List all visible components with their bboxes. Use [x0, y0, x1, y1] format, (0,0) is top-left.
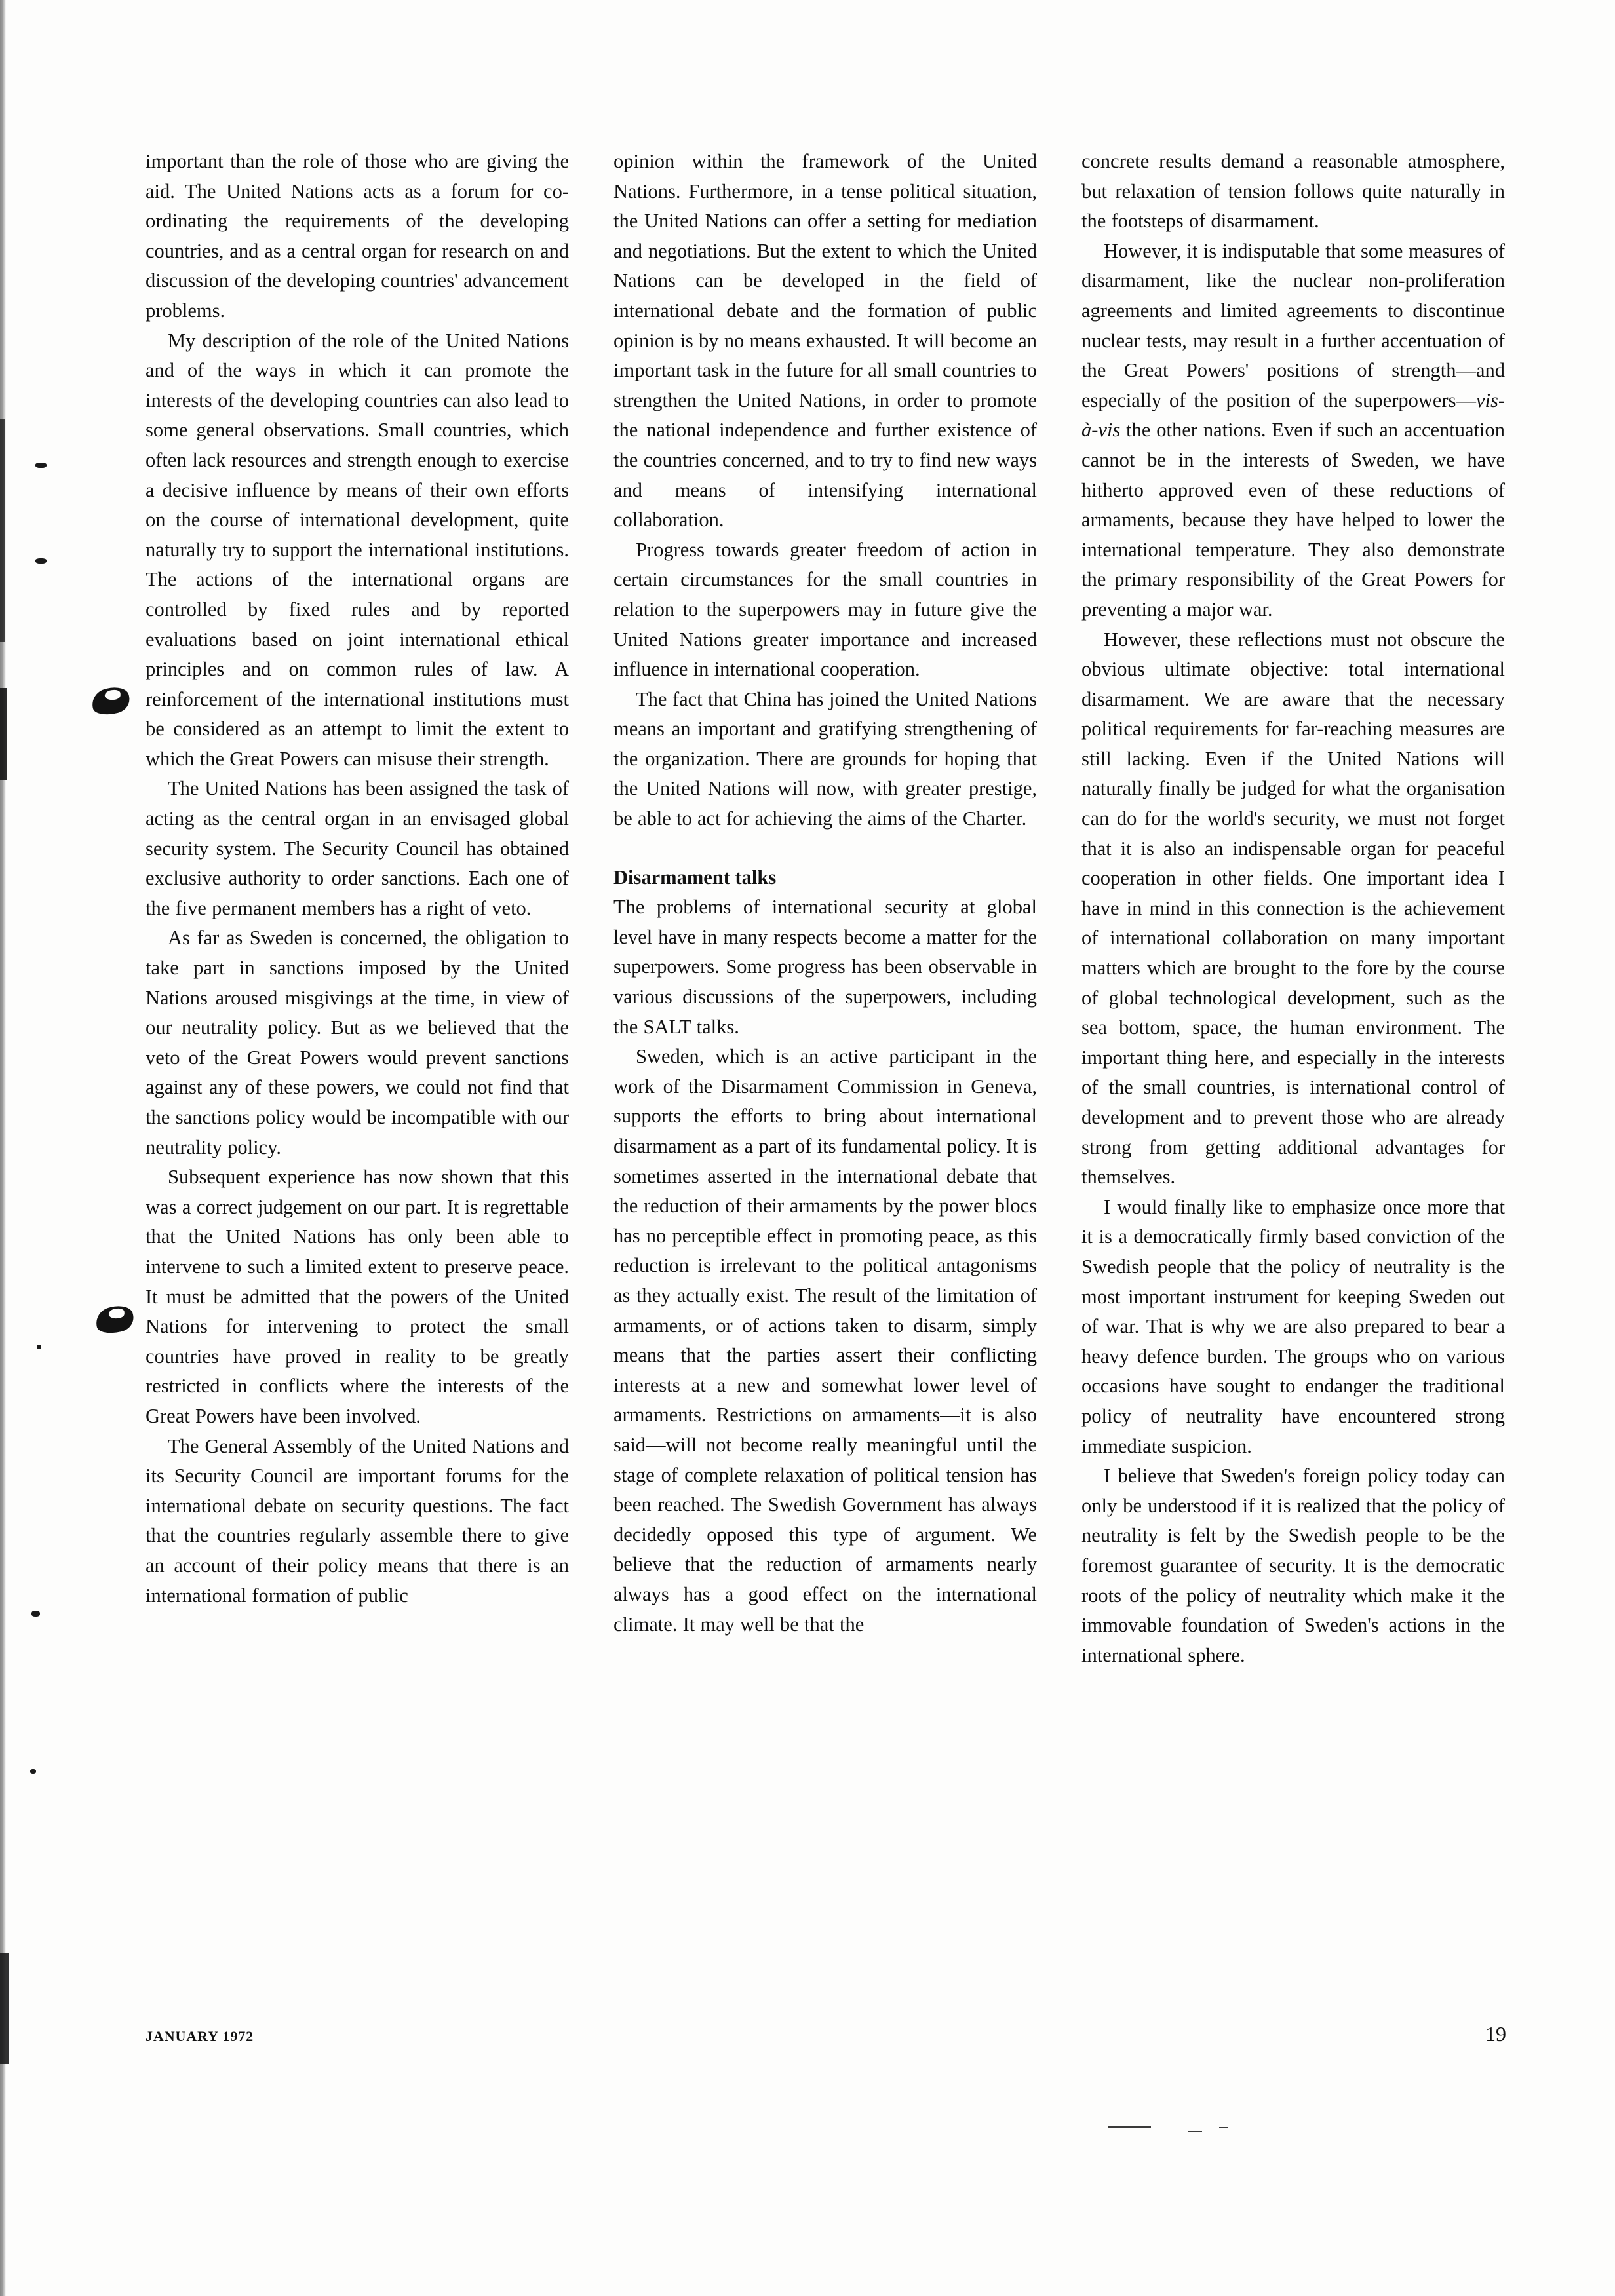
text-column-2 [613, 147, 1037, 1670]
paragraph: However, these reflections must not obscure the obvious ultimate objective: total international disarmament. We are aware that the necessary political requirements for far-reaching measures are still lacking. Even if the United Nations will naturally finally be judged for what the organisation can do for the world's security, we must not forget that it is also an indispensable organ for peaceful cooperation in other fields. One important idea I have in mind in this connection is the achievement of international collaboration on many important matters which are brought to the fore by the course of global technological development, such as the sea bottom, space, the human environment. The important thing here, and especially in the interests of the small countries, is international control of development and to prevent those who are already strong from getting additional advantages for themselves. [1081, 628, 1505, 1189]
paragraph: The problems of international security at global level have in many respects become a matter for the superpowers. Some progress has been observable in various discussions of the superpowers, including the SALT talks. [613, 896, 1037, 1038]
stray-mark-left [1108, 2126, 1151, 2128]
stray-mark-right [1219, 2127, 1228, 2128]
ink-blot-lower [93, 1303, 136, 1337]
binding-gutter-shadow [0, 0, 6, 2296]
paragraph: important than the role of those who are giving the aid. The United Nations acts as a forum for co-ordinating the requirements of the developing countries, and as a central organ for research on and discussion of the developing countries' advancement problems. [146, 150, 569, 322]
paragraph: As far as Sweden is concerned, the obligation to take part in sanctions imposed by the United Nations aroused misgivings at the time, in view of our neutrality policy. But as we believed that the veto of the Great Powers would prevent sanctions against any of these powers, we could not find that the sanctions policy would be incompatible with our neutrality policy. [146, 927, 569, 1158]
paragraph: Sweden, which is an active participant in the work of the Disarmament Commission in Geneva, supports the efforts to bring about international disarmament as a part of its fundamental policy. It is sometimes asserted in the international debate that the reduction of their armaments by the power blocs has no perceptible effect in promoting peace, as this reduction is irrelevant to the political antagonisms as they actually exist. The result of the limitation of armaments, or of actions taken to disarm, simply means that the parties assert their conflicting interests at a new and somewhat lower level of armaments. Restrictions on armaments—it is also said—will not become really meaningful until the stage of complete relaxation of political tension has been reached. The Swedish Government has always decidedly opposed this type of argument. We believe that the reduction of armaments nearly always has a good effect on the international climate. It may well be that the [613, 1045, 1037, 1636]
gutter-dark-band-top [0, 419, 5, 642]
stray-mark-middle [1188, 2131, 1202, 2132]
paragraph-text-after-italic: the other nations. Even if such an accentuation cannot be in the interests of Sweden, we have hitherto approved even of these reductions of armaments, because they have helped to lower the international temperature. They also demonstrate the primary responsibility of the Great Powers for preventing a major war. [1081, 419, 1505, 621]
paragraph: I believe that Sweden's foreign policy today can only be understood if it is realized that the policy of neutrality is felt by the Swedish people to be the foremost guarantee of security. It is the democratic roots of the policy of neutrality which make it the immovable foundation of Sweden's actions in the international sphere. [1081, 1464, 1505, 1666]
paragraph: Subsequent experience has now shown that this was a correct judgement on our part. It is regrettable that the United Nations has only been able to intervene to such a limited extent to preserve peace. It must be admitted that the powers of the United Nations for intervening to protect the small countries have proved in reality to be greatly restricted in conflicts where the interests of the Great Powers have been involved. [146, 1166, 569, 1427]
article-body [146, 147, 1506, 1670]
gutter-dark-band-middle [0, 688, 7, 780]
margin-speck-3 [37, 1345, 41, 1349]
margin-speck-1 [35, 463, 47, 468]
italic-phrase-vis-a-vis: vis-à-vis [1081, 389, 1505, 442]
paragraph: opinion within the framework of the United Nations. Furthermore, in a tense political situation, the United Nations can offer a setting for mediation and negotiations. But the extent to which the United Nations can be developed in the field of international debate and the formation of public opinion is by no means exhausted. It will become an important task in the future for all small countries to strengthen the United Nations, in order to promote the national independence and further existence of the countries concerned, and to try to find new ways and means of intensifying international collaboration. [613, 150, 1037, 531]
paragraph: The United Nations has been assigned the task of acting as the central organ in an envisaged global security system. The Security Council has obtained exclusive authority to order sanctions. Each one of the five permanent members has a right of veto. [146, 777, 569, 919]
ink-blot-upper [89, 684, 132, 719]
section-heading-disarmament-talks: Disarmament talks [613, 866, 777, 889]
paragraph: concrete results demand a reasonable atmosphere, but relaxation of tension follows quite naturally in the footsteps of disarmament. [1081, 150, 1505, 233]
gutter-dark-band-bottom [0, 1953, 9, 2064]
paragraph: The fact that China has joined the United Nations means an important and gratifying strengthening of the organization. There are grounds for hoping that the United Nations will now, with greater prestige, be able to act for achieving the aims of the Charter. [613, 687, 1037, 830]
margin-speck-5 [30, 1769, 36, 1774]
paragraph-text-before-italic: However, it is indisputable that some measures of disarmament, like the nuclear non-proliferation agreements and limited agreements to discontinue nuclear tests, may result in a further accentuation of the Great Powers' positions of strength—and especially of the position of the superpowers— [1081, 239, 1505, 411]
paragraph-with-italic [1081, 237, 1505, 625]
margin-speck-2 [35, 558, 47, 564]
text-column-1 [146, 147, 569, 1670]
text-column-3 [1081, 147, 1505, 1670]
paragraph: My description of the role of the United Nations and of the ways in which it can promote the interests of the developing countries can also lead to some general observations. Small countries, which often lack resources and strength enough to exercise a decisive influence by means of their own efforts on the course of international development, quite naturally try to support the international institutions. The actions of the international organs are controlled by fixed rules and by reported evaluations based on joint international ethical principles and on common rules of law. A reinforcement of the international institutions must be considered as an attempt to limit the extent to which the Great Powers can misuse their strength. [146, 329, 569, 770]
issue-date: JANUARY 1972 [146, 2028, 254, 2044]
paragraph: The General Assembly of the United Nations and its Security Council are important forums for the international debate on security questions. The fact that the countries regularly assemble there to give an account of their policy means that there is an international formation of public [146, 1434, 569, 1607]
page-footer [146, 2022, 1506, 2046]
page-number: 19 [1485, 2022, 1506, 2046]
paragraph: I would finally like to emphasize once more that it is a democratically firmly based conviction of the Swedish people that the policy of neutrality is the most important instrument for keeping Sweden out of war. That is why we are also prepared to bear a heavy defence burden. The groups who on various occasions have sought to endanger the traditional policy of neutrality have encountered strong immediate suspicion. [1081, 1195, 1505, 1457]
margin-speck-4 [31, 1611, 40, 1617]
paragraph: Progress towards greater freedom of action in certain circumstances for the small countries in relation to the superpowers may in future give the United Nations greater importance and increased influence in international cooperation. [613, 538, 1037, 681]
